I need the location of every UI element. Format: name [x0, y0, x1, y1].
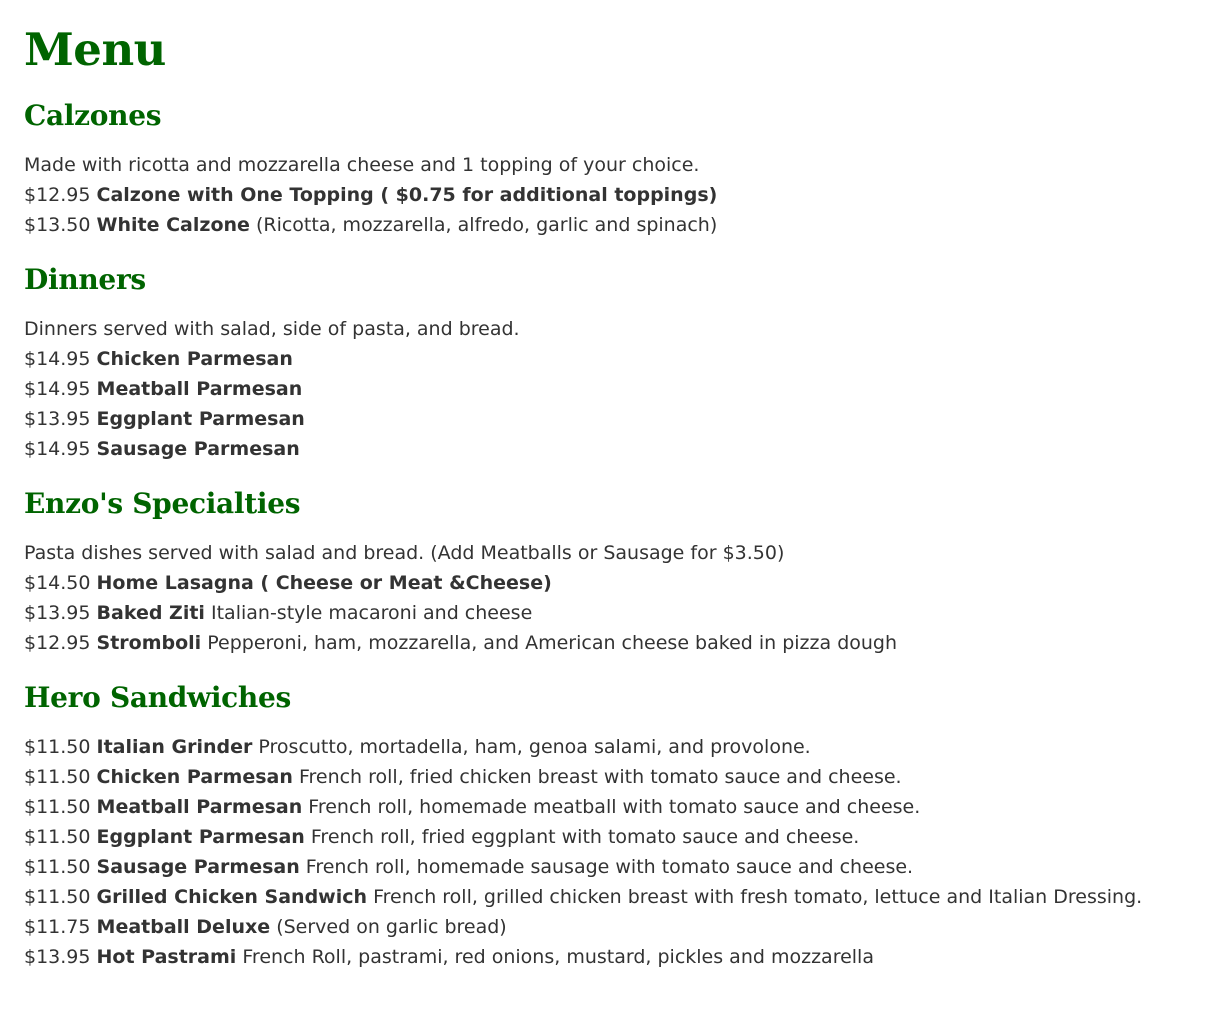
item-name: Hot Pastrami	[96, 946, 237, 968]
item-name: Meatball Parmesan	[96, 796, 303, 818]
item-price: $11.50	[24, 856, 91, 878]
item-name: Stromboli	[96, 632, 202, 654]
menu-item	[24, 628, 1214, 658]
menu-item	[24, 852, 1214, 882]
item-detail: French roll, homemade meatball with tomato sauce and cheese.	[308, 796, 921, 818]
page-title: Menu	[24, 23, 166, 76]
item-price: $11.50	[24, 886, 91, 908]
menu-section-hero-sandwiches	[24, 680, 1214, 972]
item-detail: French roll, grilled chicken breast with fresh tomato, lettuce and Italian Dressing.	[373, 886, 1143, 908]
menu-item	[24, 404, 1214, 434]
item-price: $13.95	[24, 946, 91, 968]
section-description: Pasta dishes served with salad and bread. (Add Meatballs or Sausage for $3.50)	[24, 542, 785, 564]
menu-item	[24, 882, 1214, 912]
item-name: Meatball Parmesan	[96, 378, 303, 400]
item-name: Italian Grinder	[96, 736, 253, 758]
item-detail: Italian-style macaroni and cheese	[211, 602, 533, 624]
item-detail: (Ricotta, mozzarella, alfredo, garlic and spinach)	[255, 214, 718, 236]
item-price: $11.50	[24, 766, 91, 788]
item-name: White Calzone	[96, 214, 250, 236]
item-price: $14.95	[24, 378, 91, 400]
item-name: Sausage Parmesan	[96, 438, 300, 460]
menu-item	[24, 210, 1214, 240]
item-price: $14.50	[24, 572, 91, 594]
section-title: Hero Sandwiches	[24, 681, 291, 714]
menu-item	[24, 732, 1214, 762]
item-price: $13.50	[24, 214, 91, 236]
item-detail: Proscutto, mortadella, ham, genoa salami, and provolone.	[258, 736, 811, 758]
section-title: Dinners	[24, 263, 146, 296]
menu-item	[24, 762, 1214, 792]
menu-item	[24, 912, 1214, 942]
menu-item	[24, 374, 1214, 404]
section-title: Calzones	[24, 99, 162, 132]
item-detail: French Roll, pastrami, red onions, mustard, pickles and mozzarella	[242, 946, 874, 968]
menu-item	[24, 180, 1214, 210]
item-name: Eggplant Parmesan	[96, 408, 305, 430]
item-detail: (Served on garlic bread)	[276, 916, 507, 938]
item-name: Grilled Chicken Sandwich	[96, 886, 368, 908]
menu-item	[24, 822, 1214, 852]
item-price: $12.95	[24, 632, 91, 654]
section-title: Enzo's Specialties	[24, 487, 301, 520]
item-price: $11.50	[24, 736, 91, 758]
item-name: Chicken Parmesan	[96, 766, 293, 788]
item-detail: French roll, fried chicken breast with tomato sauce and cheese.	[298, 766, 902, 788]
menu-item	[24, 344, 1214, 374]
menu-item	[24, 792, 1214, 822]
item-detail: French roll, homemade sausage with tomato sauce and cheese.	[305, 856, 914, 878]
item-price: $12.95	[24, 184, 91, 206]
item-name: Meatball Deluxe	[96, 916, 271, 938]
menu-item	[24, 568, 1214, 598]
item-detail: French roll, fried eggplant with tomato sauce and cheese.	[310, 826, 860, 848]
menu-item	[24, 598, 1214, 628]
item-name: Sausage Parmesan	[96, 856, 300, 878]
menu-section-specialties	[24, 486, 1214, 658]
item-name: Eggplant Parmesan	[96, 826, 305, 848]
menu-item	[24, 434, 1214, 464]
menu-item	[24, 942, 1214, 972]
item-name: Home Lasagna ( Cheese or Meat &Cheese)	[96, 572, 552, 594]
item-price: $13.95	[24, 408, 91, 430]
section-description: Made with ricotta and mozzarella cheese and 1 topping of your choice.	[24, 154, 700, 176]
item-price: $14.95	[24, 438, 91, 460]
item-price: $11.75	[24, 916, 91, 938]
item-price: $11.50	[24, 826, 91, 848]
item-price: $13.95	[24, 602, 91, 624]
item-price: $11.50	[24, 796, 91, 818]
item-name: Calzone with One Topping ( $0.75 for additional toppings)	[96, 184, 718, 206]
section-description: Dinners served with salad, side of pasta, and bread.	[24, 318, 520, 340]
menu-section-dinners	[24, 262, 1214, 464]
item-name: Baked Ziti	[96, 602, 205, 624]
menu-section-calzones	[24, 98, 1214, 240]
item-detail: Pepperoni, ham, mozzarella, and American cheese baked in pizza dough	[207, 632, 898, 654]
menu-page	[24, 24, 1214, 994]
item-price: $14.95	[24, 348, 91, 370]
item-name: Chicken Parmesan	[96, 348, 293, 370]
